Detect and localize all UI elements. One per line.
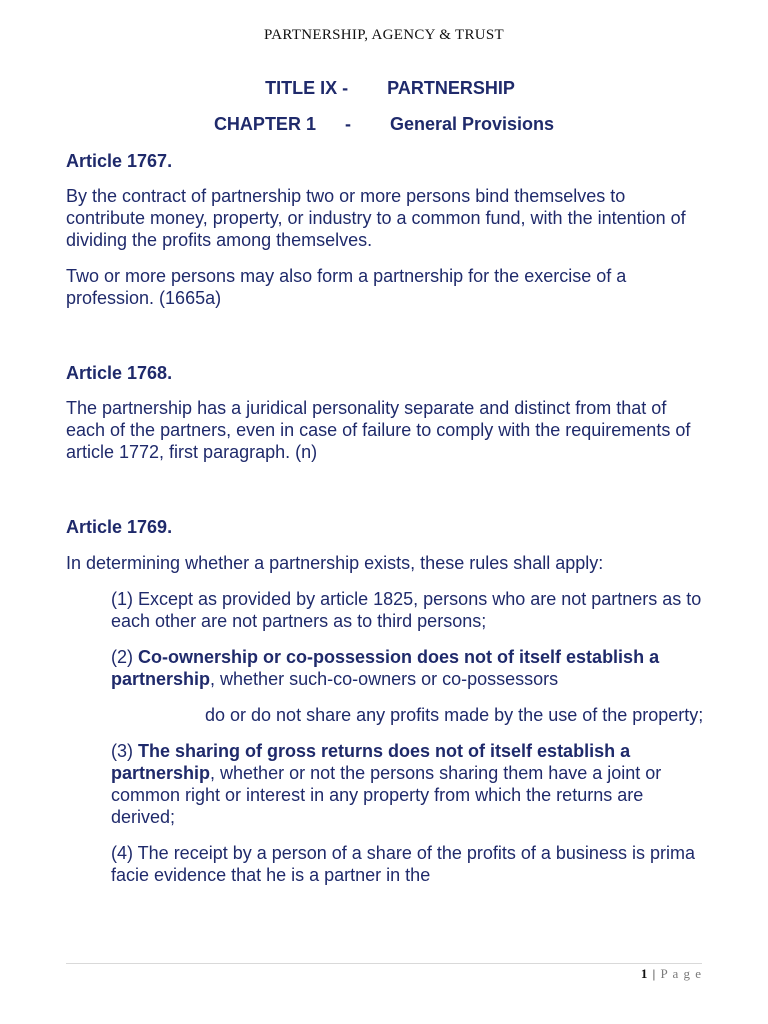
article-1767-paragraph-1: By the contract of partnership two or more persons bind themselves to contribute money, property, or industry to a common fund, with the intention of dividing the profits among themselves. xyxy=(66,186,686,250)
title-name: PARTNERSHIP xyxy=(387,78,515,98)
running-header: PARTNERSHIP, AGENCY & TRUST xyxy=(263,27,505,43)
article-1769-heading: Article 1769. xyxy=(66,517,173,537)
title-label: TITLE IX xyxy=(265,78,338,98)
article-1769-item-1: (1) Except as provided by article 1825, persons who are not partners as to each other are not partners as to third persons; xyxy=(111,589,702,631)
document-body xyxy=(66,150,706,886)
item-2-text: , whether such-co-owners or co-possessors xyxy=(210,669,559,689)
item-3-number: (3) xyxy=(111,741,138,761)
article-1769-item-2 xyxy=(66,646,706,690)
article-1769-item-4: (4) The receipt by a person of a share of the profits of a business is prima facie evidence that he is a partner in the xyxy=(111,843,695,885)
chapter-name: General Provisions xyxy=(389,114,555,134)
footer-divider xyxy=(66,963,702,964)
page-label: P a g e xyxy=(660,966,702,981)
title-heading xyxy=(0,78,768,99)
chapter-label: CHAPTER 1 xyxy=(213,114,316,134)
item-3-bold-text: The sharing of gross returns does not of itself establish a partnership xyxy=(111,741,631,783)
article-1769-item-2-continuation: do or do not share any profits made by the use of the property; xyxy=(205,705,704,725)
article-1768-paragraph-1: The partnership has a juridical personality separate and distinct from that of each of the partners, even in case of failure to comply with the requirements of article 1772, first paragraph. (n) xyxy=(66,398,691,462)
article-1769-item-3 xyxy=(66,740,706,828)
page-footer xyxy=(641,966,702,982)
chapter-dash: - xyxy=(344,114,351,134)
article-1769-intro: In determining whether a partnership exists, these rules shall apply: xyxy=(66,553,604,573)
chapter-heading xyxy=(0,114,768,135)
item-3-text: , whether or not the persons sharing them have a joint or common right or interest in any property from which the returns are derived; xyxy=(111,763,662,827)
article-1768-heading: Article 1768. xyxy=(66,363,173,383)
item-2-bold-text: Co-ownership or co-possession does not of itself establish a partnership xyxy=(111,647,660,689)
item-2-number: (2) xyxy=(111,647,138,667)
title-dash: - xyxy=(342,78,349,98)
page-separator: | xyxy=(652,966,657,981)
page-number: 1 xyxy=(640,966,649,981)
article-1767-heading: Article 1767. xyxy=(66,151,173,171)
article-1767-paragraph-2: Two or more persons may also form a partnership for the exercise of a profession. (1665a) xyxy=(66,266,627,308)
